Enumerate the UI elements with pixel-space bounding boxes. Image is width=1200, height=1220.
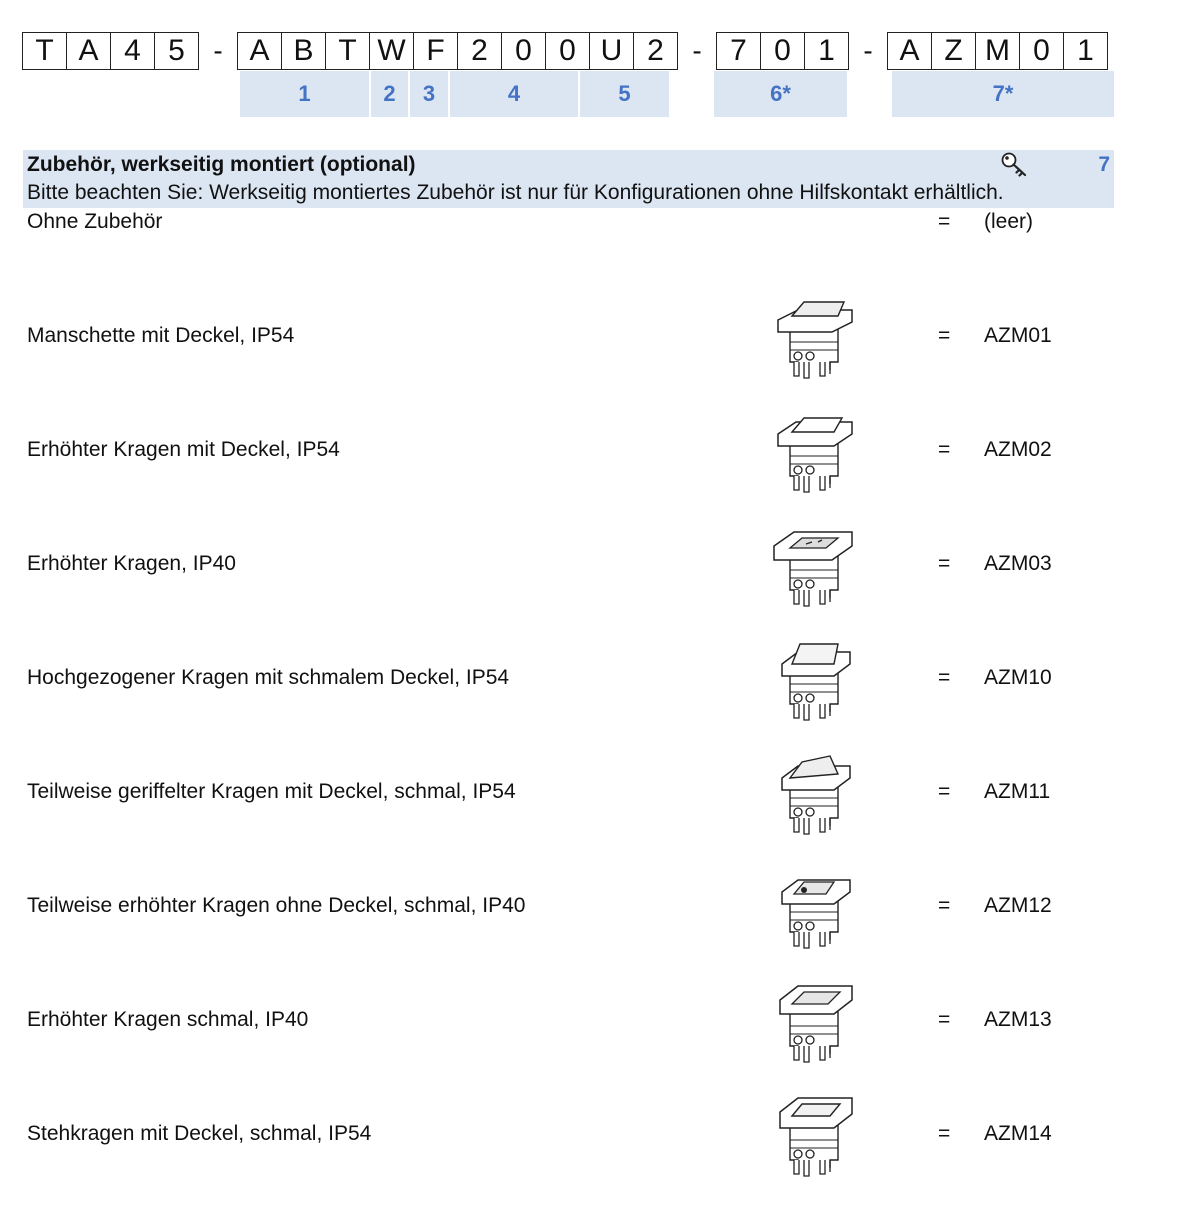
code-char: F (414, 32, 458, 70)
option-code: AZM11 (984, 780, 1051, 803)
option-equals: = (938, 1008, 951, 1031)
code-char: 0 (546, 32, 590, 70)
code-char: A (237, 32, 282, 70)
code-char: B (282, 32, 326, 70)
narrow-raised-collar-switch-image (768, 976, 860, 1066)
part-number-code (22, 32, 1108, 70)
position-index-3: 3 (410, 71, 448, 117)
code-char: 4 (111, 32, 155, 70)
ribbed-collar-cover-switch-image (768, 748, 860, 838)
code-char: T (22, 32, 67, 70)
code-group-position-7 (887, 32, 1108, 70)
option-label: Erhöhter Kragen, IP40 (27, 552, 236, 575)
code-char: W (370, 32, 414, 70)
option-label: Ohne Zubehör (27, 210, 163, 233)
code-char: 1 (1064, 32, 1108, 70)
code-separator: - (692, 35, 702, 66)
section-note: Bitte beachten Sie: Werkseitig montiertes Zubehör ist nur für Konfigurationen ohne Hilfskontakt erhältlich. (27, 181, 1004, 204)
code-char: 5 (155, 32, 199, 70)
code-char: Z (932, 32, 976, 70)
raised-collar-cover-switch-drawing (768, 406, 860, 496)
option-label: Teilweise erhöhter Kragen ohne Deckel, schmal, IP40 (27, 894, 526, 917)
standing-collar-cover-switch-image (768, 1090, 860, 1180)
code-char: 0 (1020, 32, 1064, 70)
code-char: 7 (716, 32, 761, 70)
option-equals: = (938, 438, 951, 461)
narrow-raised-collar-switch-drawing (768, 976, 860, 1066)
section-title: Zubehör, werkseitig montiert (optional) (27, 153, 416, 176)
code-char: U (590, 32, 634, 70)
code-char: A (887, 32, 932, 70)
code-char: 2 (458, 32, 502, 70)
code-group-main (237, 32, 678, 70)
option-label: Manschette mit Deckel, IP54 (27, 324, 295, 347)
code-char: T (326, 32, 370, 70)
option-label: Erhöhter Kragen mit Deckel, IP54 (27, 438, 340, 461)
code-char: A (67, 32, 111, 70)
option-code: AZM02 (984, 438, 1052, 461)
option-label: Hochgezogener Kragen mit schmalem Deckel, IP54 (27, 666, 510, 689)
option-label: Teilweise geriffelter Kragen mit Deckel, schmal, IP54 (27, 780, 516, 803)
option-label: Erhöhter Kragen schmal, IP40 (27, 1008, 309, 1031)
code-separator: - (213, 35, 223, 66)
option-equals: = (938, 780, 951, 803)
high-collar-narrow-cover-switch-image (768, 634, 860, 724)
raised-collar-cover-switch-image (768, 406, 860, 496)
option-code: AZM10 (984, 666, 1052, 689)
position-index-4: 4 (450, 71, 578, 117)
code-char: 0 (761, 32, 805, 70)
high-collar-narrow-cover-switch-drawing (768, 634, 860, 724)
option-equals: = (938, 666, 951, 689)
section-number: 7 (1098, 153, 1110, 176)
option-equals: = (938, 210, 951, 233)
ribbed-collar-cover-switch-drawing (768, 748, 860, 838)
option-equals: = (938, 1122, 951, 1145)
key-icon (1000, 151, 1028, 177)
option-equals: = (938, 552, 951, 575)
option-equals: = (938, 324, 951, 347)
option-code: (leer) (984, 210, 1034, 233)
code-char: 2 (634, 32, 678, 70)
code-char: 0 (502, 32, 546, 70)
code-char: 1 (805, 32, 849, 70)
position-index-5: 5 (580, 71, 669, 117)
boot-with-cover-switch-drawing (768, 292, 860, 382)
position-index-6: 6* (714, 71, 847, 117)
position-index-2: 2 (371, 71, 408, 117)
standing-collar-cover-switch-drawing (768, 1090, 860, 1180)
option-code: AZM12 (984, 894, 1052, 917)
code-separator: - (863, 35, 873, 66)
position-index-1: 1 (240, 71, 369, 117)
boot-with-cover-switch-image (768, 292, 860, 382)
option-label: Stehkragen mit Deckel, schmal, IP54 (27, 1122, 372, 1145)
code-group-series (22, 32, 199, 70)
option-code: AZM14 (984, 1122, 1052, 1145)
partial-collar-switch-image (768, 862, 860, 952)
option-code: AZM03 (984, 552, 1052, 575)
raised-collar-switch-image (768, 520, 860, 610)
code-char: M (976, 32, 1020, 70)
position-index-7: 7* (892, 71, 1114, 117)
code-group-position-6 (716, 32, 849, 70)
option-code: AZM13 (984, 1008, 1052, 1031)
option-code: AZM01 (984, 324, 1052, 347)
option-equals: = (938, 894, 951, 917)
raised-collar-switch-drawing (768, 520, 860, 610)
partial-collar-switch-drawing (768, 862, 860, 952)
